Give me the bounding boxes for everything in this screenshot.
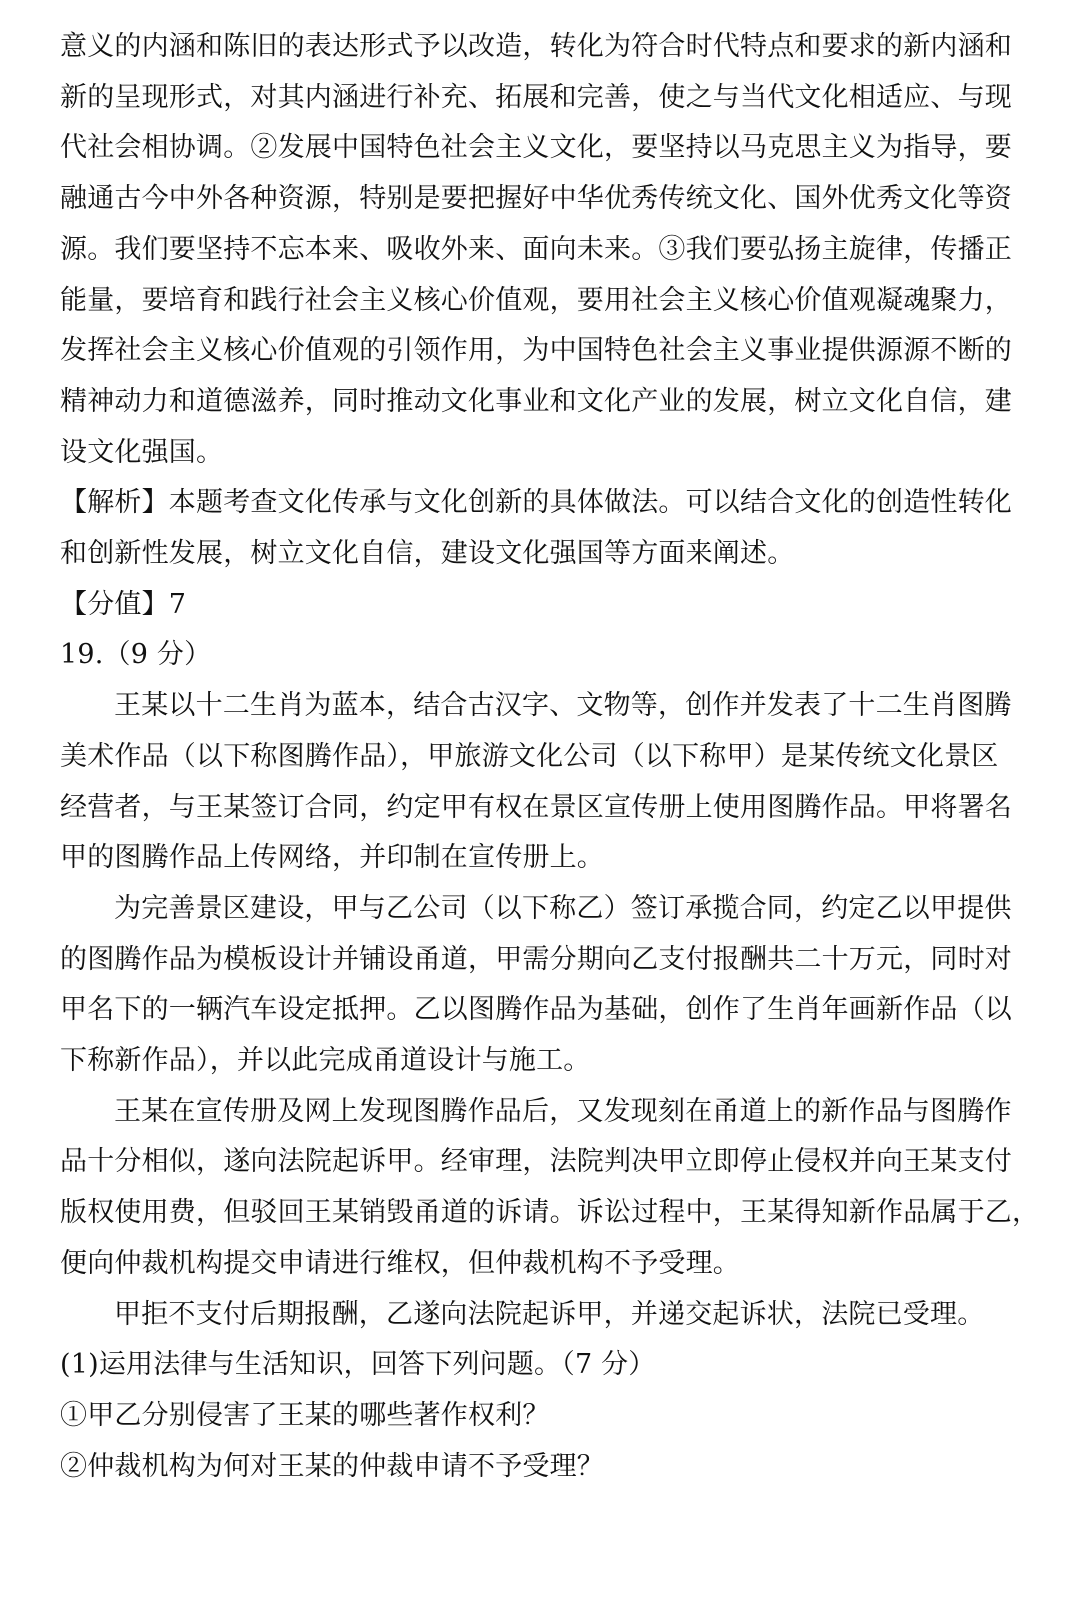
- analysis-line: 和创新性发展，树立文化自信，建设文化强国等方面来阐述。: [60, 538, 795, 570]
- answer-line: 发挥社会主义核心价值观的引领作用，为中国特色社会主义事业提供源源不断的: [60, 335, 1012, 367]
- answer-line: 能量，要培育和践行社会主义核心价值观，要用社会主义核心价值观凝魂聚力，: [60, 284, 1012, 316]
- paragraph-line: 品十分相似，遂向法院起诉甲。经审理，法院判决甲立即停止侵权并向王某支付: [60, 1146, 1012, 1178]
- paragraph-line: 甲的图腾作品上传网络，并印制在宣传册上。: [60, 842, 604, 874]
- paragraph-line: 便向仲裁机构提交申请进行维权，但仲裁机构不予受理。: [60, 1247, 740, 1279]
- answer-line: 新的呈现形式，对其内涵进行补充、拓展和完善，使之与当代文化相适应、与现: [60, 81, 1012, 113]
- paragraph-line: 王某在宣传册及网上发现图腾作品后，又发现刻在甬道上的新作品与图腾作: [114, 1095, 1012, 1127]
- question-paragraph-4: [60, 1290, 995, 1341]
- sub-question-item: ①甲乙分别侵害了王某的哪些著作权利？: [60, 1399, 550, 1431]
- analysis-line: 【解析】本题考查文化传承与文化创新的具体做法。可以结合文化的创造性转化: [60, 487, 1012, 519]
- answer-block: [60, 22, 1012, 478]
- answer-line: 融通古今中外各种资源，特别是要把握好中华优秀传统文化、国外优秀文化等资: [60, 183, 1012, 215]
- question-paragraph-1: [60, 681, 1012, 884]
- answer-line: 代社会相协调。②发展中国特色社会主义文化，要坚持以马克思主义为指导，要: [60, 132, 1012, 164]
- paragraph-line: 王某以十二生肖为蓝本，结合古汉字、文物等，创作并发表了十二生肖图腾: [114, 690, 1012, 722]
- paragraph-line: 下称新作品），并以此完成甬道设计与施工。: [60, 1045, 591, 1077]
- answer-line: 源。我们要坚持不忘本来、吸收外来、面向未来。③我们要弘扬主旋律，传播正: [60, 233, 1012, 265]
- question-number: 19.（9 分）: [60, 639, 212, 671]
- paragraph-line: 甲拒不支付后期报酬，乙遂向法院起诉甲，并递交起诉状，法院已受理。: [114, 1298, 985, 1330]
- sub-question-items: [60, 1391, 995, 1492]
- analysis-block: [60, 478, 1012, 579]
- question-paragraph-3: [60, 1087, 1040, 1290]
- sub-question: (1)运用法律与生活知识，回答下列问题。（7 分）: [60, 1349, 656, 1381]
- answer-line: 设文化强国。: [60, 436, 224, 468]
- paragraph-line: 经营者，与王某签订合同，约定甲有权在景区宣传册上使用图腾作品。甲将署名: [60, 791, 1012, 823]
- question-paragraph-2: [60, 884, 1012, 1087]
- answer-line: 意义的内涵和陈旧的表达形式予以改造，转化为符合时代特点和要求的新内涵和: [60, 31, 1012, 62]
- sub-question-item: ②仲裁机构为何对王某的仲裁申请不予受理？: [60, 1450, 604, 1482]
- paragraph-line: 为完善景区建设，甲与乙公司（以下称乙）签订承揽合同，约定乙以甲提供: [114, 892, 1012, 924]
- paragraph-line: 的图腾作品为模板设计并铺设甬道，甲需分期向乙支付报酬共二十万元，同时对: [60, 943, 1012, 975]
- paragraph-line: 版权使用费，但驳回王某销毁甬道的诉请。诉讼过程中，王某得知新作品属于乙，: [60, 1197, 1040, 1229]
- answer-line: 精神动力和道德滋养，同时推动文化事业和文化产业的发展，树立文化自信，建: [60, 385, 1012, 417]
- paragraph-line: 美术作品（以下称图腾作品），甲旅游文化公司（以下称甲）是某传统文化景区: [60, 740, 999, 772]
- document-page: [60, 22, 1040, 1492]
- score-label: 【分值】7: [60, 588, 187, 620]
- paragraph-line: 甲名下的一辆汽车设定抵押。乙以图腾作品为基础，创作了生肖年画新作品（以: [60, 994, 1012, 1026]
